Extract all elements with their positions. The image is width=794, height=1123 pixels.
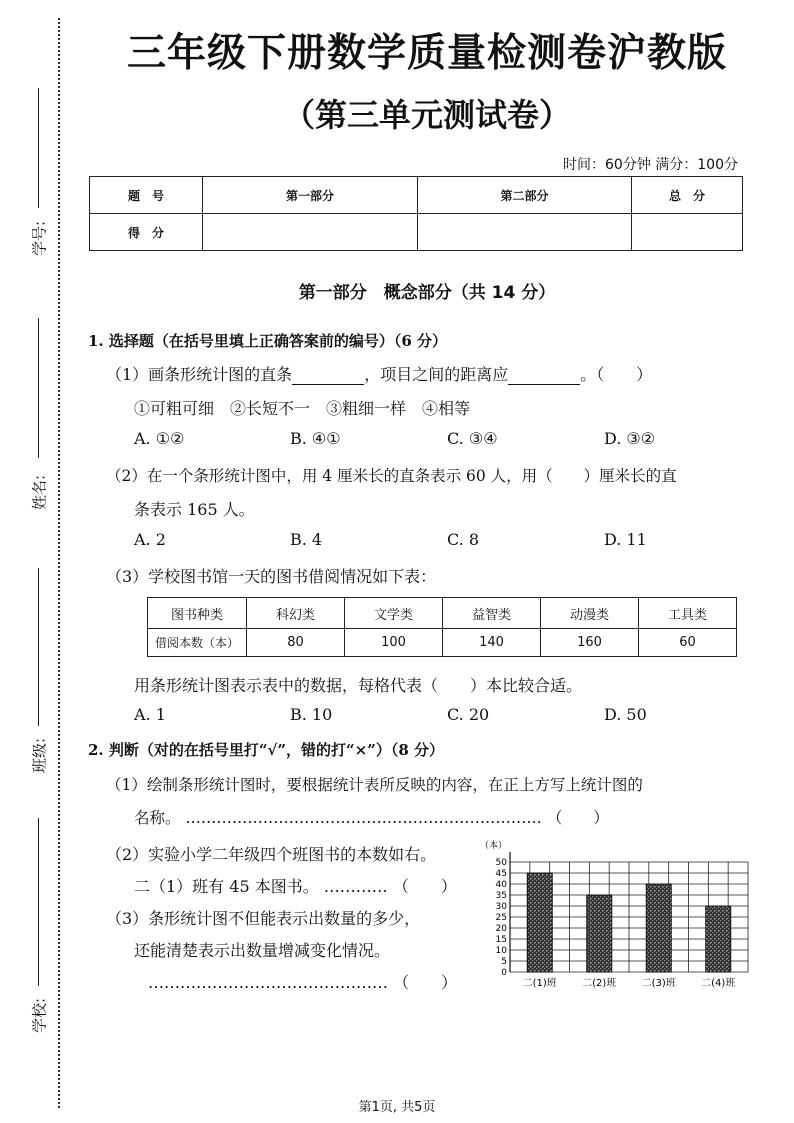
q2-1-line-1: （1）绘制条形统计图时，要根据统计表所反映的内容，在正上方写上统计图的 [106, 776, 643, 794]
q1-2-line-2: 条表示 165 人。 [134, 500, 255, 519]
q2-3-line-3: ……………………………………… （ ） [148, 973, 458, 992]
score-header-cell: 题 号 [90, 177, 203, 214]
y-tick-label: 20 [495, 924, 507, 934]
score-header-cell: 总 分 [632, 177, 743, 214]
score-label-cell: 得 分 [90, 214, 203, 251]
q1-3-option-b[interactable]: B. 10 [290, 705, 333, 724]
q1-2-option-c[interactable]: C. 8 [447, 530, 480, 549]
score-table [89, 176, 743, 251]
section-heading: 第一部分 概念部分（共 14 分） [298, 283, 556, 303]
y-tick-label: 40 [495, 880, 507, 890]
q2-2-line-1: （2）实验小学二年级四个班图书的本数如右。 [106, 845, 437, 864]
q1-1-option-b[interactable]: B. ④① [290, 429, 341, 448]
school-blank[interactable] [38, 818, 39, 986]
x-tick-label: 二(2)班 [582, 978, 617, 989]
y-tick-label: 5 [501, 957, 507, 967]
name-label: 姓名: [30, 474, 49, 511]
chart-bar [587, 895, 612, 972]
q1-3-option-d[interactable]: D. 50 [604, 705, 647, 724]
q2-2-line-2: 二（1）班有 45 本图书。 ………… （ ） [134, 877, 457, 896]
page-number: 第1页, 共5页 [358, 1100, 436, 1115]
q1-1-stem [106, 362, 652, 385]
chart-bar [527, 873, 552, 972]
binding-dotted-line [58, 18, 60, 1108]
q2-1-line-2: 名称。 …………………………………………………………… （ ） [134, 809, 609, 827]
student-id-label: 学号: [30, 220, 49, 257]
q1-3-option-c[interactable]: C. 20 [447, 705, 490, 724]
score-table-row [90, 177, 743, 214]
table-cell: 160 [541, 629, 639, 657]
q1-1-option-a[interactable]: A. ①② [134, 429, 185, 448]
q1-2-option-d[interactable]: D. 11 [604, 530, 647, 549]
q1-2-option-a[interactable]: A. 2 [134, 530, 166, 549]
q1-1-text-b: ，项目之间的距离应 [364, 365, 509, 384]
table-cell: 60 [639, 629, 737, 657]
q1-2-line-1: （2）在一个条形统计图中，用 4 厘米长的直条表示 60 人，用（ ）厘米长的直 [106, 467, 677, 485]
table-cell: 140 [443, 629, 541, 657]
score-entry-cell[interactable] [203, 214, 418, 251]
q2-label: 2. 判断（对的在括号里打“√”，错的打“×”）（8 分） [88, 741, 444, 759]
q1-1-option-d[interactable]: D. ③② [604, 429, 656, 448]
y-tick-label: 15 [495, 935, 507, 945]
y-tick-label: 25 [495, 913, 507, 923]
school-label: 学校: [30, 997, 49, 1034]
table-cell: 100 [345, 629, 443, 657]
class-blank[interactable] [38, 568, 39, 726]
name-blank[interactable] [38, 318, 39, 458]
chart-unit-label: （本） [480, 841, 508, 851]
q1-1-option-c[interactable]: C. ③④ [447, 429, 498, 448]
y-tick-label: 35 [495, 891, 507, 901]
table-row [148, 598, 737, 629]
score-entry-cell[interactable] [418, 214, 632, 251]
table-row [148, 629, 737, 657]
page-title: 三年级下册数学质量检测卷沪教版 [126, 31, 727, 76]
table-cell: 80 [247, 629, 345, 657]
q1-3-line-2: 用条形统计图表示表中的数据，每格代表（ ）本比较合适。 [134, 676, 583, 695]
class-books-bar-chart [478, 838, 758, 998]
q1-label: 1. 选择题（在括号里填上正确答案前的编号）（6 分） [88, 332, 448, 350]
score-entry-cell[interactable] [632, 214, 743, 251]
x-tick-label: 二(3)班 [641, 978, 676, 989]
chart-bar [706, 906, 731, 972]
q1-3-option-a[interactable]: A. 1 [134, 705, 166, 724]
table-header-cell: 科幻类 [247, 598, 345, 629]
table-header-cell: 图书种类 [148, 598, 247, 629]
table-header-cell: 文学类 [345, 598, 443, 629]
chart-bar [646, 884, 671, 972]
y-tick-label: 30 [495, 902, 507, 912]
book-lending-table [147, 597, 737, 657]
table-row-label: 借阅本数（本） [148, 629, 247, 657]
q1-1-blank-2[interactable] [508, 365, 580, 385]
x-tick-label: 二(4)班 [701, 978, 736, 989]
page-subtitle: （第三单元测试卷） [282, 96, 571, 134]
x-tick-label: 二(1)班 [522, 978, 557, 989]
class-label: 班级: [30, 737, 49, 774]
q1-1-text-c: 。（ ） [580, 365, 653, 384]
q1-2-option-b[interactable]: B. 4 [290, 530, 323, 549]
time-info: 时间：60分钟 满分：100分 [563, 157, 738, 173]
q2-3-line-1: （3）条形统计图不但能表示出数量的多少， [106, 909, 421, 928]
y-tick-label: 10 [495, 946, 507, 956]
table-header-cell: 工具类 [639, 598, 737, 629]
q2-3-line-2: 还能清楚表示出数量增减变化情况。 [134, 941, 391, 960]
y-tick-label: 0 [501, 968, 507, 978]
y-tick-label: 50 [495, 858, 507, 868]
q1-1-blank-1[interactable] [292, 365, 364, 385]
q1-1-items: ①可粗可细 ②长短不一 ③粗细一样 ④相等 [134, 399, 471, 418]
table-header-cell: 益智类 [443, 598, 541, 629]
student-id-blank[interactable] [38, 88, 39, 208]
score-table-row [90, 214, 743, 251]
q1-3-line-1: （3）学校图书馆一天的图书借阅情况如下表： [106, 567, 437, 586]
score-header-cell: 第一部分 [203, 177, 418, 214]
table-header-cell: 动漫类 [541, 598, 639, 629]
y-tick-label: 45 [495, 869, 507, 879]
q1-1-text-a: （1）画条形统计图的直条 [106, 365, 293, 384]
score-header-cell: 第二部分 [418, 177, 632, 214]
